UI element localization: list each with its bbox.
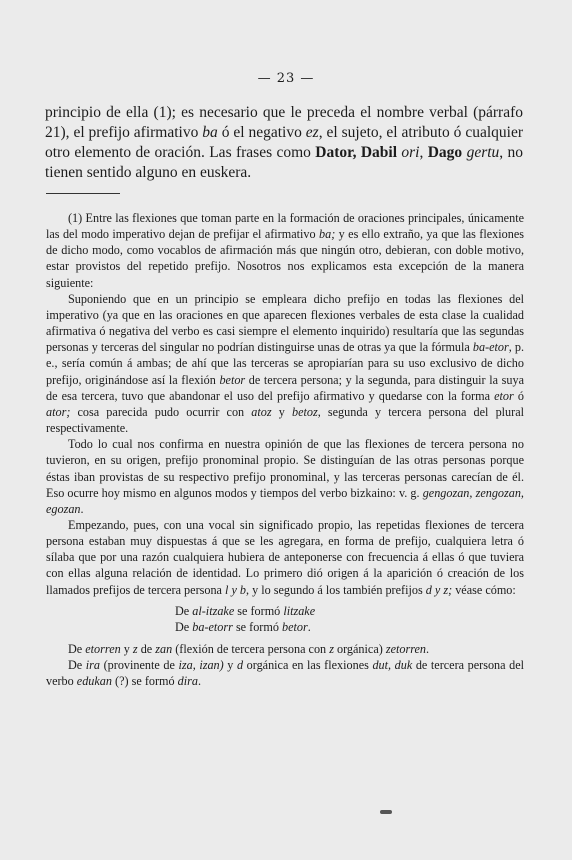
note-text-segment: De — [68, 658, 86, 673]
footnote-paragraph — [46, 436, 524, 517]
note-text-segment: Suponiendo que en un principio se empleara dicho prefijo en todas las flexiones del imperativo (ya que en las oraciones en que aparecen flexiones verbales de esta clase la cualidad afirmativa ó negativa del verbo es casi siempre el elemento inquirido) resultaría que las segundas personas y terceras del singular no podrían distinguirse unas de otras ya que la fórmula — [46, 291, 524, 355]
note-text-segment: orgánica en las flexiones — [243, 658, 373, 673]
note-italic-term: ba-etor — [472, 340, 509, 355]
note-italic-term: zetorren — [385, 642, 427, 657]
main-bold-term: Dago — [427, 144, 463, 161]
note-text-segment: Empezando, pues, con una vocal sin significado propio, las repetidas flexiones de tercera persona estaban muy dispuestas á que se les agregara, en forma de prefijo, cualquiera letra ó sílaba que por una razón cualquiera hubiera de anteponerse con frecuencia á ellas ó que tuviera con ellas alguna relación de identidad. Lo primero dió origen á la aparición ó creación de los llamados prefijos de tercera persona — [46, 517, 524, 597]
main-paragraph — [45, 103, 523, 183]
ink-smudge — [380, 810, 392, 814]
page-number: — 23 — — [257, 71, 315, 86]
note-italic-term: iza, izan) — [178, 658, 224, 673]
note-text-segment: y — [223, 658, 237, 673]
note-text-segment: de tercera persona del verbo — [46, 658, 525, 689]
note-text-segment: de — [137, 642, 156, 657]
note-text-segment: (provinente de — [100, 658, 179, 673]
note-italic-term: atoz — [251, 404, 272, 419]
note-italic-term: al-itzake — [192, 603, 235, 618]
footnote-paragraph — [46, 517, 524, 598]
note-text-segment: . — [426, 642, 430, 657]
note-text-segment: se formó — [234, 603, 284, 618]
note-text-segment: , y lo segundo á los también prefijos — [246, 582, 426, 597]
example-line — [46, 603, 524, 619]
note-text-segment: y es ello extraño, ya que las flexiones de dicho modo, como vocablos de afirmación más que ningún otro, debieran, con doble motivo, estar provistos del repetido prefijo. Nosotros nos explicamos esta excepción de la manera siguiente: — [46, 227, 524, 290]
note-italic-term: ator; — [46, 404, 71, 419]
note-text-segment: , segunda y tercera persona del plural respectivamente. — [46, 404, 524, 436]
note-text-segment: se formó — [232, 619, 282, 634]
footnote-divider — [46, 193, 120, 194]
note-italic-term: etor — [494, 388, 514, 403]
note-text-segment: . — [307, 619, 311, 634]
note-italic-term: betor — [219, 372, 246, 387]
main-italic-term: gertu — [466, 144, 500, 161]
main-text-segment: ó el negativo — [217, 124, 306, 141]
note-italic-term: ba-etorr — [192, 619, 233, 634]
footnotes — [46, 210, 524, 690]
main-text-segment: , no tienen sentido alguno en euskera. — [45, 144, 524, 181]
note-italic-term: gengozan, zengozan, egozan — [46, 485, 524, 516]
note-text-segment: . — [80, 501, 84, 516]
note-text-segment: . — [197, 674, 202, 689]
note-text-segment: y — [271, 404, 292, 419]
note-italic-term: dira — [177, 674, 198, 689]
note-text-segment: orgánica) — [333, 642, 386, 657]
note-text-segment: de tercera persona; y la segunda, para distinguir la suya de esa tercera, tuvo que abandonar el uso del prefijo afirmativo y quedarse con la forma — [46, 372, 524, 403]
main-italic-term: ez — [305, 124, 319, 141]
main-italic-term: ori — [401, 144, 420, 161]
main-text-segment: principio de ella (1); es necesario que le preceda el nombre verbal (párrafo 21), el prefijo afirmativo — [45, 104, 523, 141]
note-italic-term: d — [236, 658, 244, 673]
note-italic-term: zan — [155, 642, 173, 657]
note-text-segment: De — [68, 642, 86, 657]
note-text-segment: , p. e., sería común á ambas; de ahí que las terceras se apropiarían para su uso exclusivo de dicho prefijo, originándose así la flexión — [46, 340, 525, 387]
footnote-paragraph — [46, 210, 524, 291]
note-italic-term: z — [329, 642, 334, 657]
note-italic-term: ba; — [319, 227, 336, 242]
note-italic-term: dut, duk — [372, 658, 413, 673]
note-text-segment: ó — [513, 388, 524, 403]
note-italic-term: ira — [85, 658, 101, 673]
note-text-segment: De — [175, 603, 193, 618]
note-italic-term: l y b — [225, 582, 246, 597]
main-text-segment: , — [419, 144, 428, 161]
note-text-segment: Todo lo cual nos confirma en nuestra opinión de que las flexiones de tercera persona no tuvieron, en su origen, prefijo pronominal propio. Se distinguían de las otras personas porque éstas iban provistas de su respectivo prefijo pronominal, y las terceras personas carecían de él. Eso ocurre hoy mismo en algunos modos y tiempos del verbo bizkaino: v. g. — [46, 437, 524, 500]
main-bold-term: Dator, Dabil — [315, 144, 398, 161]
example-line — [46, 619, 524, 635]
note-italic-term: betor — [281, 619, 308, 634]
main-text-segment: , el sujeto, el atributo ó cualquier otro elemento de oración. Las frases como — [45, 124, 523, 161]
note-text-segment: y — [120, 642, 133, 657]
note-text-segment: De — [175, 619, 193, 634]
note-text-segment: (flexión de tercera persona con — [172, 642, 330, 657]
note-text-segment: cosa parecida pudo ocurrir con — [70, 404, 252, 419]
footnote-paragraph — [46, 291, 524, 436]
note-italic-term: d y z; — [425, 582, 453, 597]
note-italic-term: z — [132, 642, 138, 657]
main-text — [45, 103, 523, 183]
footnote-paragraph — [46, 641, 524, 657]
note-text-segment: (?) se formó — [112, 674, 178, 689]
note-text-segment: (1) Entre las flexiones que toman parte en la formación de oraciones principales, únicamente las del modo imperativo dejan de prefijar el afirmativo — [46, 211, 524, 242]
note-italic-term: edukan — [76, 674, 112, 689]
footnote-paragraph — [46, 657, 524, 689]
note-text-segment: véase cómo: — [452, 582, 516, 597]
main-italic-term: ba — [202, 124, 218, 141]
note-italic-term: etorren — [85, 642, 121, 657]
note-italic-term: betoz — [291, 404, 318, 419]
note-italic-term: litzake — [283, 603, 316, 618]
